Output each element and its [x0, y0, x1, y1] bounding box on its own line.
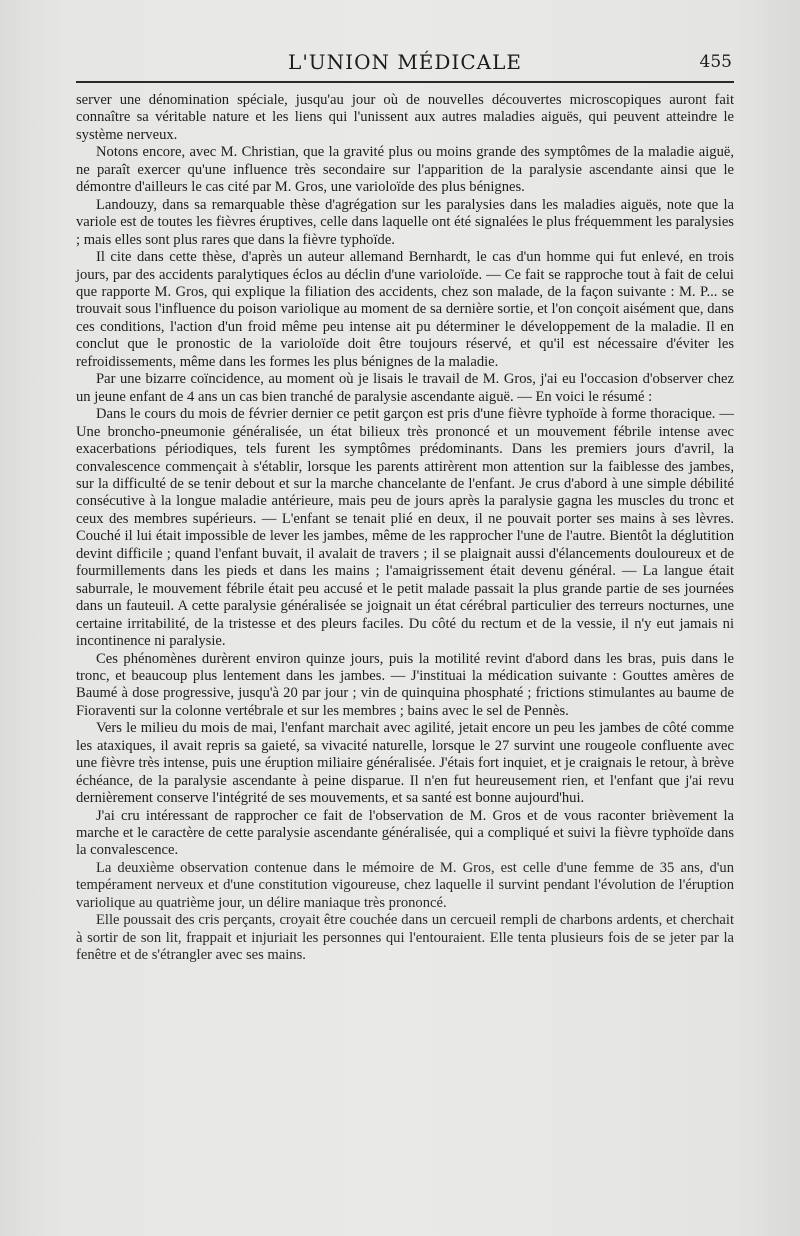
header-rule: [76, 81, 734, 83]
page-number: 455: [699, 52, 732, 72]
page-header: [76, 50, 734, 80]
paragraph: server une dénomination spéciale, jusqu'au jour où de nouvelles découvertes microscopiques auront fait connaître sa véritable nature et les liens qui l'unissent aux autres maladies aiguës, qui peuvent atteindre le système nerveux.: [76, 92, 734, 143]
paragraph: Par une bizarre coïncidence, au moment où je lisais le travail de M. Gros, j'ai eu l'occasion d'observer chez un jeune enfant de 4 ans un cas bien tranché de paralysie ascendante aiguë. — En voici le résumé :: [76, 371, 734, 405]
running-title: L'UNION MÉDICALE: [288, 50, 522, 74]
paragraph: J'ai cru intéressant de rapprocher ce fait de l'observation de M. Gros et de vous raconter brièvement la marche et le caractère de cette paralysie ascendante généralisée, qui a compliqué et suivi la fièvre typhoïde dans la convalescence.: [76, 807, 734, 859]
article-body: [76, 92, 734, 965]
paragraph: Notons encore, avec M. Christian, que la gravité plus ou moins grande des symptômes de la maladie aiguë, ne paraît exercer qu'une influence très secondaire sur l'apparition de la paralysie ascendante ainsi que le démontre d'ailleurs le cas cité par M. Gros, une varioloïde des plus bénignes.: [76, 144, 734, 196]
paragraph: Il cite dans cette thèse, d'après un auteur allemand Bernhardt, le cas d'un homme qui fut enlevé, en trois jours, par des accidents paralytiques éclos au déclin d'une varioloïde. — Ce fait se rapproche tout à fait de celui que rapporte M. Gros, qui explique la filiation des accidents, chez son malade, de la façon suivante : M. P... se trouvait sous l'influence du poison variolique au moment de sa dernière sortie, et l'on conçoit aisément que, dans ces conditions, l'action d'un froid même peu intense ait pu déterminer le développement de la maladie. Il en conclut que le pronostic de la varioloïde doit être toujours réservé, et qu'il est nécessaire d'éviter les refroidissements, même dans les formes les plus bénignes de la maladie.: [76, 249, 734, 370]
paragraph: Dans le cours du mois de février dernier ce petit garçon est pris d'une fièvre typhoïde à forme thoracique. — Une broncho-pneumonie généralisée, un état bilieux très prononcé et un mouvement fébrile intense avec exacerbations périodiques, tels furent les symptômes prédominants. Dans les premiers jours d'avril, la convalescence commençait à s'établir, lorsque les parents attirèrent mon attention sur la faiblesse des jambes, sur la difficulté de se tenir debout et sur la marche chancelante de l'enfant. Je crus d'abord à une simple débilité consécutive à la longue maladie antérieure, mais peu de jours après la paralysie gagna les muscles du tronc et ceux des membres supérieurs. — L'enfant se tenait plié en deux, il ne pouvait porter ses mains à ses lèvres. Couché il lui était impossible de lever les jambes, même de les rapprocher l'une de l'autre. Bientôt la déglutition devint difficile ; quand l'enfant buvait, il avalait de travers ; il se plaignait aussi d'élancements douloureux et de fourmillements dans les pieds et dans les mains ; l'amaigrissement était devenu général. — La langue était saburrale, le mouvement fébrile était peu accusé et le petit malade passait la plus grande partie de ses journées dans un fauteuil. A cette paralysie généralisée se joignait un état cérébral particulier des terreurs nocturnes, une certaine irritabilité, de la tristesse et des pleurs faciles. Du côté du rectum et de la vessie, il n'y eut jamais ni incontinence ni paralysie.: [76, 406, 734, 650]
paragraph: La deuxième observation contenue dans le mémoire de M. Gros, est celle d'une femme de 35 ans, d'un tempérament nerveux et d'une constitution vigoureuse, chez laquelle il survint pendant l'évolution de l'éruption variolique au quatrième jour, un délire maniaque très prononcé.: [76, 859, 734, 911]
paragraph: Vers le milieu du mois de mai, l'enfant marchait avec agilité, jetait encore un peu les jambes de côté comme les ataxiques, il avait repris sa gaieté, sa vivacité naturelle, lorsque le 27 survint une rougeole confluente avec une fièvre très intense, puis une éruption miliaire généralisée. J'étais fort inquiet, et je craignais le retour, à brève échéance, de la paralysie ascendante à peine disparue. Il n'en fut heureusement rien, et l'enfant que j'ai revu dernièrement conserve l'intégrité de ses mouvements, et sa santé est bonne aujourd'hui.: [76, 720, 734, 807]
paragraph: Ces phénomènes durèrent environ quinze jours, puis la motilité revint d'abord dans les bras, puis dans le tronc, et beaucoup plus lentement dans les jambes. — J'instituai la médication suivante : Gouttes amères de Baumé à dose progressive, jusqu'à 20 par jour ; vin de quinquina phosphaté ; frictions stimulantes au baume de Fioraventi sur la colonne vertébrale et sur les membres ; bains avec le sel de Pennès.: [76, 650, 734, 719]
paragraph: Landouzy, dans sa remarquable thèse d'agrégation sur les paralysies dans les maladies aiguës, note que la variole est de toutes les fièvres éruptives, celle dans laquelle ont été signalées le plus fréquemment les paralysies ; mais elles sont plus rares que dans la fièvre typhoïde.: [76, 196, 734, 248]
paragraph: Elle poussait des cris perçants, croyait être couchée dans un cercueil rempli de charbons ardents, et cherchait à sortir de son lit, frappait et injuriait les personnes qui l'entouraient. Elle tenta plusieurs fois de se jeter par la fenêtre et de s'étrangler avec ses mains.: [76, 912, 734, 964]
